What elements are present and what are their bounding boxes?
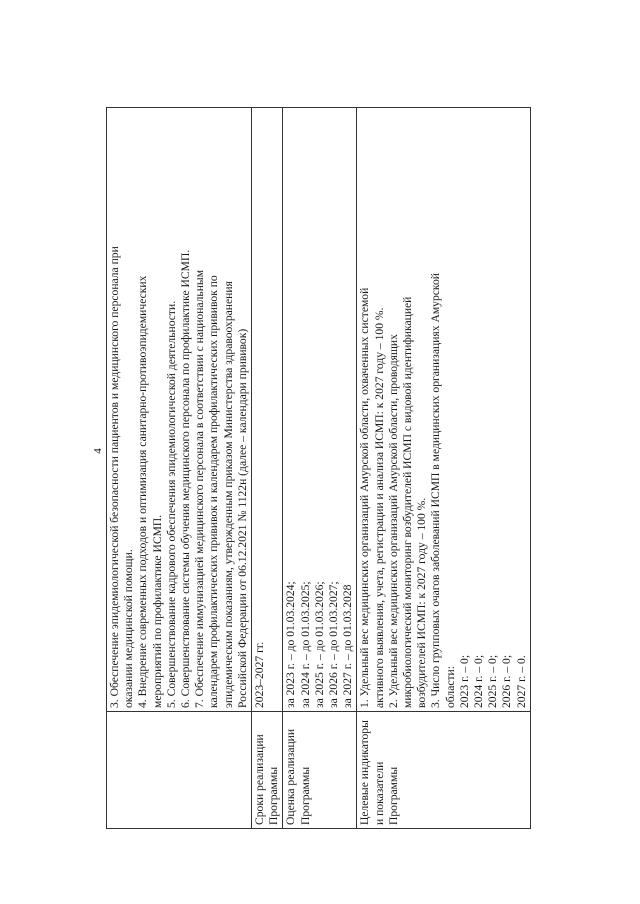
program-passport-table	[106, 107, 582, 829]
row-content	[252, 108, 283, 712]
text-line: 2025 г. – 0;	[486, 654, 500, 708]
text-line: за 2026 г. – до 01.03.2027;	[327, 581, 341, 708]
text-line: календарем профилактических прививок и календарем профилактических прививок по	[207, 275, 221, 708]
text-line: 3. Обеспечение эпидемиологической безопасности пациентов и медицинского персонала при	[108, 246, 121, 708]
text-line: микробиологический мониторинг возбудителей ИСМП с видовой идентификацией	[401, 296, 415, 708]
row-content	[107, 108, 252, 712]
text-line: оказании медицинской помощи.	[122, 549, 136, 708]
text-line: области:	[443, 666, 457, 708]
table-row	[283, 108, 357, 829]
text-line: 5. Совершенствование кадрового обеспечения эпидемиологической деятельности.	[164, 300, 178, 708]
page-number: 4	[92, 448, 104, 454]
row-label: Сроки реализации Программы	[252, 712, 283, 829]
text-line: за 2023 г. – до 01.03.2024;	[284, 581, 298, 708]
table-row	[252, 108, 283, 829]
text-line: активного выявления, учета, регистрации и анализа ИСМП: к 2027 году – 100 %.	[372, 307, 386, 708]
text-line: 2026 г. – 0;	[500, 654, 514, 708]
text-line: 2024 г. – 0;	[472, 654, 486, 708]
text-line: 2023 г. – 0;	[457, 654, 471, 708]
text-line: Российской Федерации от 06.12.2021 № 1122н (далее – календари прививок)	[235, 328, 249, 708]
text-line: 6. Совершенствование системы обучения медицинского персонала по профилактике ИСМП.	[179, 249, 193, 708]
text-line: возбудителей ИСМП: к 2027 году – 100 %.	[415, 497, 429, 708]
text-line: 2. Удельный вес медицинских организаций Амурской области, проводящих	[386, 334, 400, 708]
row-content	[357, 108, 530, 712]
text-line: за 2024 г. – до 01.03.2025;	[298, 581, 312, 708]
table-row	[107, 108, 252, 829]
text-line: за 2027 г. – до 01.03.2028	[341, 584, 355, 708]
text-line: 7. Обеспечение иммунизацией медицинского персонала в соответствии с национальным	[193, 269, 207, 708]
row-label: Оценка реализации Программы	[283, 712, 357, 829]
text-line: 1. Удельный вес медицинских организаций Амурской области, охваченных системой	[358, 287, 372, 708]
text-line: эпидемическим показаниям, утвержденным приказом Министерства здравоохранения	[221, 281, 235, 708]
text-line: за 2025 г. – до 01.03.2026;	[312, 581, 326, 708]
text-line: 2023–2027 гг.	[253, 641, 267, 708]
table-row	[357, 108, 530, 829]
text-line: 4. Внедрение современных подходов и оптимизация санитарно-противоэпидемических	[136, 275, 150, 708]
row-content	[283, 108, 357, 712]
row-label	[107, 712, 252, 829]
row-label: Целевые индикаторы и показатели Программы	[357, 712, 530, 829]
text-line: мероприятий по профилактике ИСМП.	[150, 514, 164, 708]
text-line: 3. Число групповых очагов заболеваний ИСМП в медицинских организациях Амурской	[429, 273, 443, 708]
text-line: 2027 г. – 0.	[514, 655, 528, 708]
